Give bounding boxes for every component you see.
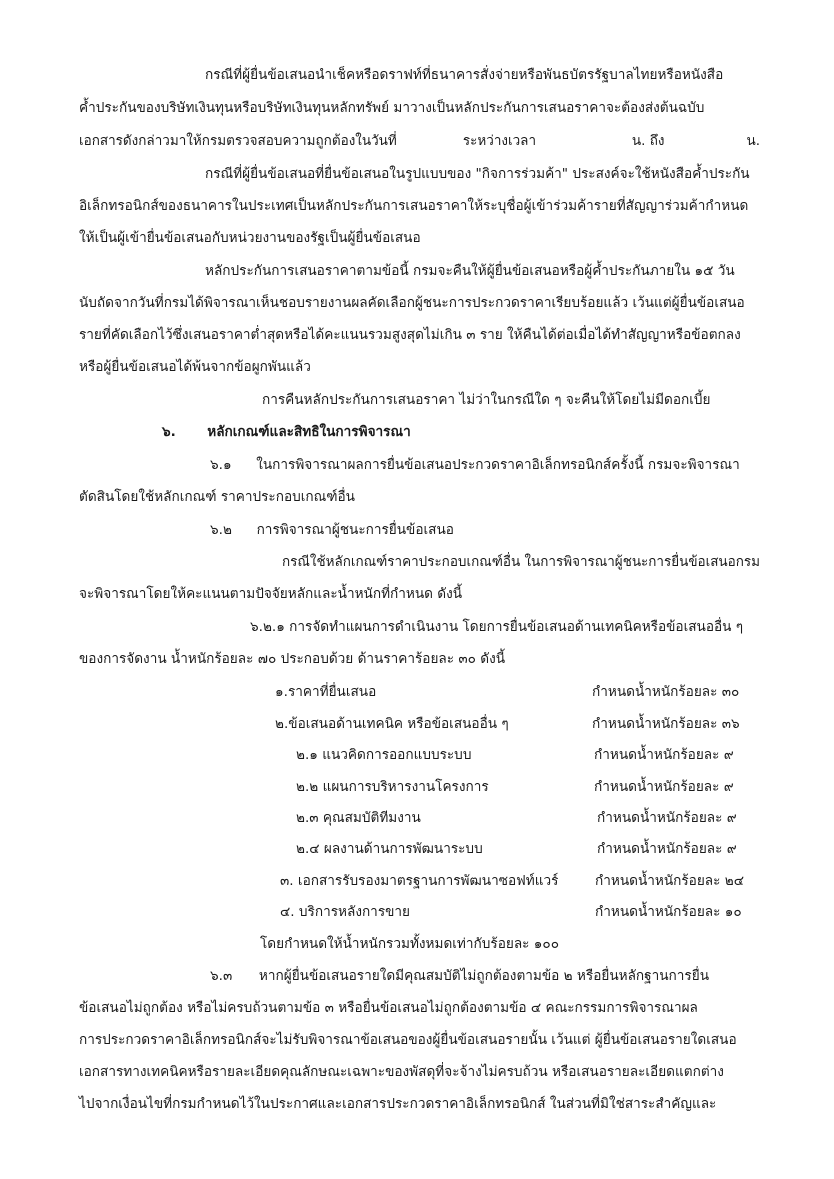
criteria-weight: กำหนดน้ำหนักร้อยละ ๑๐	[595, 904, 742, 920]
criteria-weight: กำหนดน้ำหนักร้อยละ ๙	[597, 841, 737, 857]
s62-heading	[210, 521, 454, 539]
s63-line-2: ข้อเสนอไม่ถูกต้อง หรือไม่ครบถ้วนตามข้อ ๓ หรือยื่นข้อเสนอไม่ถูกต้องตามข้อ ๔ คณะกรรมการพิจารณาผล	[79, 1000, 698, 1016]
criteria-weight: กำหนดน้ำหนักร้อยละ ๙	[594, 747, 734, 763]
criteria-weight: กำหนดน้ำหนักร้อยละ ๓๐	[592, 684, 740, 700]
para-return-line-1: หลักประกันการเสนอราคาตามข้อนี้ กรมจะคืนให้ผู้ยื่นข้อเสนอหรือผู้ค้ำประกันภายใน ๑๕ วัน	[205, 263, 735, 279]
total-weight-note: โดยกำหนดให้น้ำหนักรวมทั้งหมดเท่ากับร้อยละ ๑๐๐	[260, 936, 559, 952]
para-interest: การคืนหลักประกันการเสนอราคา ไม่ว่าในกรณีใด ๆ จะคืนให้โดยไม่มีดอกเบี้ย	[262, 392, 711, 408]
s61-line-2: ตัดสินโดยใช้หลักเกณฑ์ ราคาประกอบเกณฑ์อื่น	[79, 489, 355, 505]
s63-line-4: เอกสารทางเทคนิคหรือรายละเอียดคุณลักษณะเฉพาะของพัสดุที่จะจ้างไม่ครบถ้วน หรือเสนอรายละเอียดแตกต่าง	[79, 1064, 724, 1080]
s63-number: ๖.๓	[210, 968, 233, 984]
section-6-number: ๖.	[162, 424, 176, 440]
para-cheque-line-3-c: น. ถึง	[631, 133, 665, 149]
criteria-item: ๒.๑ แนวคิดการออกแบบระบบ	[296, 747, 472, 763]
para-cheque-line-3-b: ระหว่างเวลา	[462, 133, 537, 149]
para-joint-line-2: อิเล็กทรอนิกส์ของธนาคารในประเทศเป็นหลักประกันการเสนอราคาให้ระบุชื่อผู้เข้าร่วมค้ารายที่สัญญาร่วมค้ากำหนด	[79, 198, 749, 214]
criteria-item: ๔. บริการหลังการขาย	[280, 904, 411, 920]
para-cheque-line-3	[79, 132, 760, 150]
para-joint-line-3: ให้เป็นผู้เข้ายื่นข้อเสนอกับหน่วยงานของรัฐเป็นผู้ยื่นข้อเสนอ	[79, 230, 421, 246]
s62-line-1: กรณีใช้หลักเกณฑ์ราคาประกอบเกณฑ์อื่น ในการพิจารณาผู้ชนะการยื่นข้อเสนอกรม	[282, 554, 760, 570]
s63-line-5: ไปจากเงื่อนไขที่กรมกำหนดไว้ในประกาศและเอกสารประกวดราคาอิเล็กทรอนิกส์ ในส่วนที่มิใช่สาระสำคัญและ	[79, 1096, 717, 1112]
para-return-line-4: หรือผู้ยื่นข้อเสนอได้พ้นจากข้อผูกพันแล้ว	[79, 359, 311, 375]
para-cheque-line-1: กรณีที่ผู้ยื่นข้อเสนอนำเช็คหรือดราฟท์ที่ธนาคารสั่งจ่ายหรือพันธบัตรรัฐบาลไทยหรือหนังสือ	[205, 67, 724, 83]
s61-number: ๖.๑	[210, 457, 232, 473]
para-cheque-line-3-d: น.	[746, 133, 760, 149]
para-return-line-2: นับถัดจากวันที่กรมได้พิจารณาเห็นชอบรายงานผลคัดเลือกผู้ชนะการประกวดราคาเรียบร้อยแล้ว เว้นแต่ผู้ยื่นข้อเสนอ	[79, 295, 745, 311]
criteria-item: ๓. เอกสารรับรองมาตรฐานการพัฒนาซอฟท์แวร์	[280, 873, 559, 889]
s62-number: ๖.๒	[210, 522, 232, 538]
s63-line-1	[210, 967, 709, 985]
section-6-title: หลักเกณฑ์และสิทธิในการพิจารณา	[207, 424, 411, 440]
criteria-item: ๒.๒ แผนการบริหารงานโครงการ	[296, 779, 489, 795]
s62-line-2: จะพิจารณาโดยให้คะแนนตามปัจจัยหลักและน้ำหนักที่กำหนด ดังนี้	[79, 586, 463, 602]
s62-title: การพิจารณาผู้ชนะการยื่นข้อเสนอ	[256, 522, 454, 538]
criteria-weight: กำหนดน้ำหนักร้อยละ ๒๔	[595, 873, 744, 889]
para-return-line-3: รายที่คัดเลือกไว้ซึ่งเสนอราคาต่ำสุดหรือได้คะแนนรวมสูงสุดไม่เกิน ๓ ราย ให้คืนได้ต่อเมื่อได้ทำสัญญาหรือข้อตกลง	[79, 327, 741, 343]
criteria-weight: กำหนดน้ำหนักร้อยละ ๙	[597, 810, 737, 826]
criteria-item: ๒.๔ ผลงานด้านการพัฒนาระบบ	[296, 841, 483, 857]
s61-text: ในการพิจารณาผลการยื่นข้อเสนอประกวดราคาอิเล็กทรอนิกส์ครั้งนี้ กรมจะพิจารณา	[256, 457, 740, 473]
criteria-weight: กำหนดน้ำหนักร้อยละ ๓๖	[592, 716, 740, 732]
s63-line-3: การประกวดราคาอิเล็กทรอนิกส์จะไม่รับพิจารณาข้อเสนอของผู้ยื่นข้อเสนอรายนั้น เว้นแต่ ผู้ยื่นข้อเสนอรายใดเสนอ	[79, 1032, 737, 1048]
criteria-item: ๑.ราคาที่ยื่นเสนอ	[275, 684, 377, 700]
s6221-line-2: ของการจัดงาน น้ำหนักร้อยละ ๗๐ ประกอบด้วย ด้านราคาร้อยละ ๓๐ ดังนี้	[79, 651, 506, 667]
section-6-heading	[162, 423, 411, 441]
s6221-line-1: ๖.๒.๑ การจัดทำแผนการดำเนินงาน โดยการยื่นข้อเสนอด้านเทคนิคหรือข้อเสนออื่น ๆ	[250, 619, 744, 635]
s61-line-1	[210, 456, 740, 474]
para-joint-line-1: กรณีที่ผู้ยื่นข้อเสนอที่ยื่นข้อเสนอในรูปแบบของ "กิจการร่วมค้า" ประสงค์จะใช้หนังสือค้ำประกัน	[205, 166, 750, 182]
para-cheque-line-3-a: เอกสารดังกล่าวมาให้กรมตรวจสอบความถูกต้องในวันที่	[79, 133, 397, 149]
para-cheque-line-2: ค้ำประกันของบริษัทเงินทุนหรือบริษัทเงินทุนหลักทรัพย์ มาวางเป็นหลักประกันการเสนอราคาจะต้องส่งต้นฉบับ	[79, 100, 705, 116]
criteria-weight: กำหนดน้ำหนักร้อยละ ๙	[594, 779, 734, 795]
criteria-item: ๒.ข้อเสนอด้านเทคนิค หรือข้อเสนออื่น ๆ	[275, 716, 509, 732]
s63-text: หากผู้ยื่นข้อเสนอรายใดมีคุณสมบัติไม่ถูกต้องตามข้อ ๒ หรือยื่นหลักฐานการยื่น	[258, 968, 709, 984]
criteria-item: ๒.๓ คุณสมบัติทีมงาน	[296, 810, 421, 826]
